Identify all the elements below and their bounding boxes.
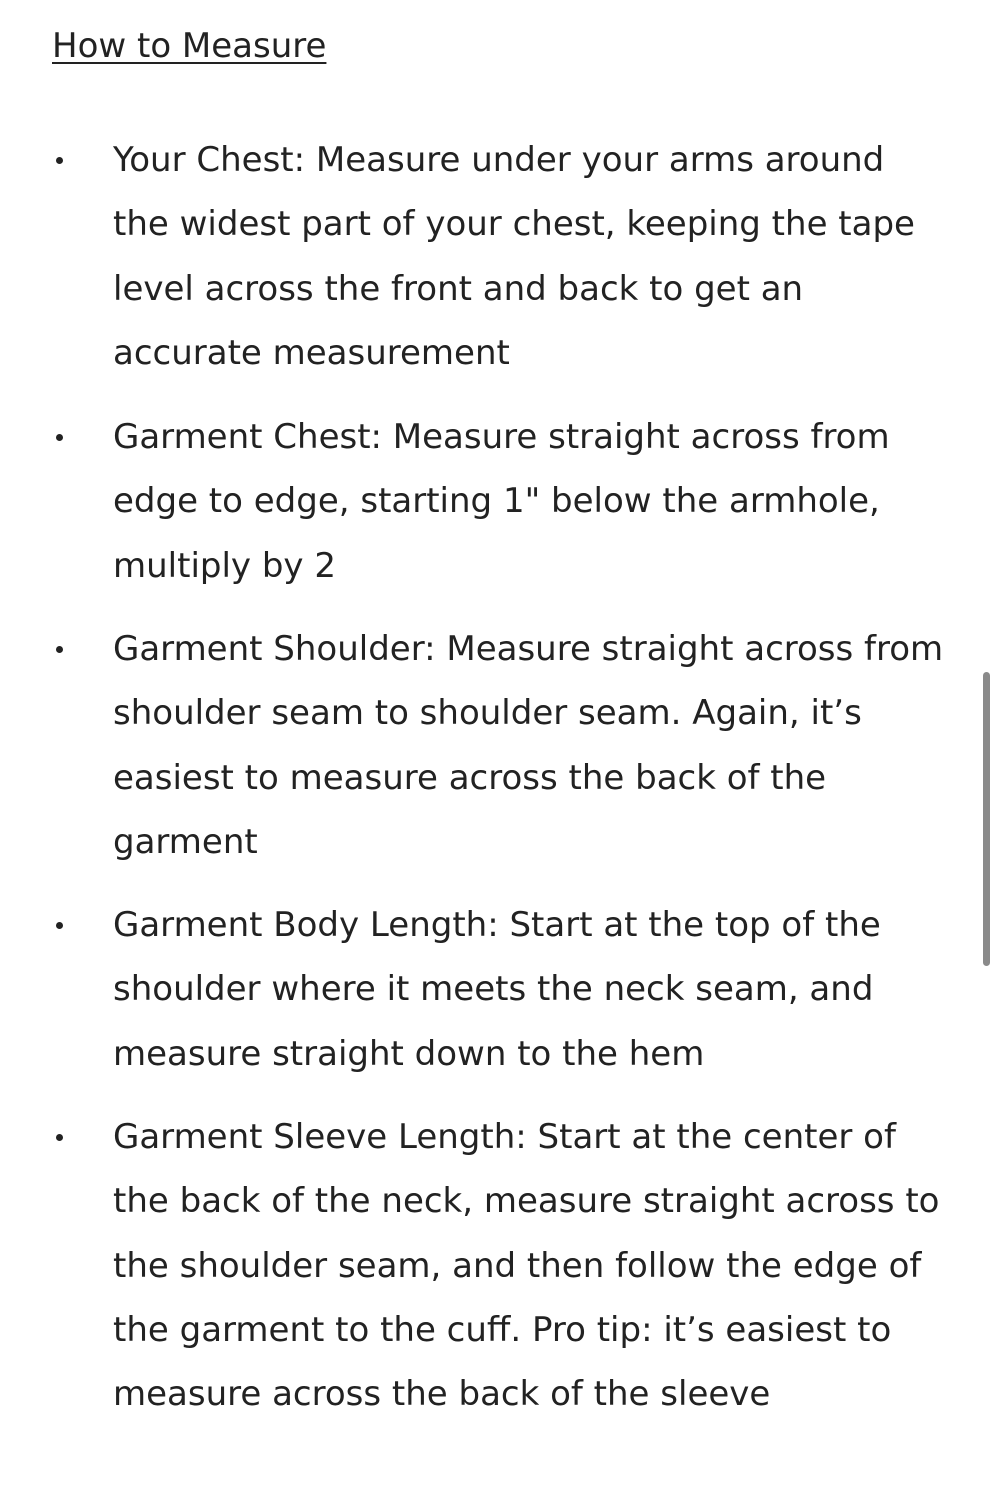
list-item-text: Garment Shoulder: Measure straight across from shoulder seam to shoulder seam. Again, it’s easiest to measure across the back of the garment xyxy=(113,629,944,862)
list-item-text: Your Chest: Measure under your arms around the widest part of your chest, keeping the tape level across the front and back to get an accurate measurement xyxy=(113,140,915,373)
list-item-text: Garment Sleeve Length: Start at the center of the back of the neck, measure straight across to the shoulder seam, and then follow the edge of the garment to the cuff. Pro tip: it’s easiest to measure across the back of the sleeve xyxy=(113,1117,940,1415)
list-item-text: Garment Chest: Measure straight across from edge to edge, starting 1" below the armhole, multiply by 2 xyxy=(113,417,890,586)
scrollbar-thumb[interactable] xyxy=(983,672,990,966)
bullet-icon xyxy=(56,1134,63,1141)
bullet-icon xyxy=(56,157,63,164)
bullet-icon xyxy=(56,434,63,441)
list-item-text: Garment Body Length: Start at the top of the shoulder where it meets the neck seam, and measure straight down to the hem xyxy=(113,905,881,1074)
bullet-icon xyxy=(56,646,63,653)
how-to-measure-link[interactable]: How to Measure xyxy=(52,26,327,66)
bullet-icon xyxy=(56,922,63,929)
